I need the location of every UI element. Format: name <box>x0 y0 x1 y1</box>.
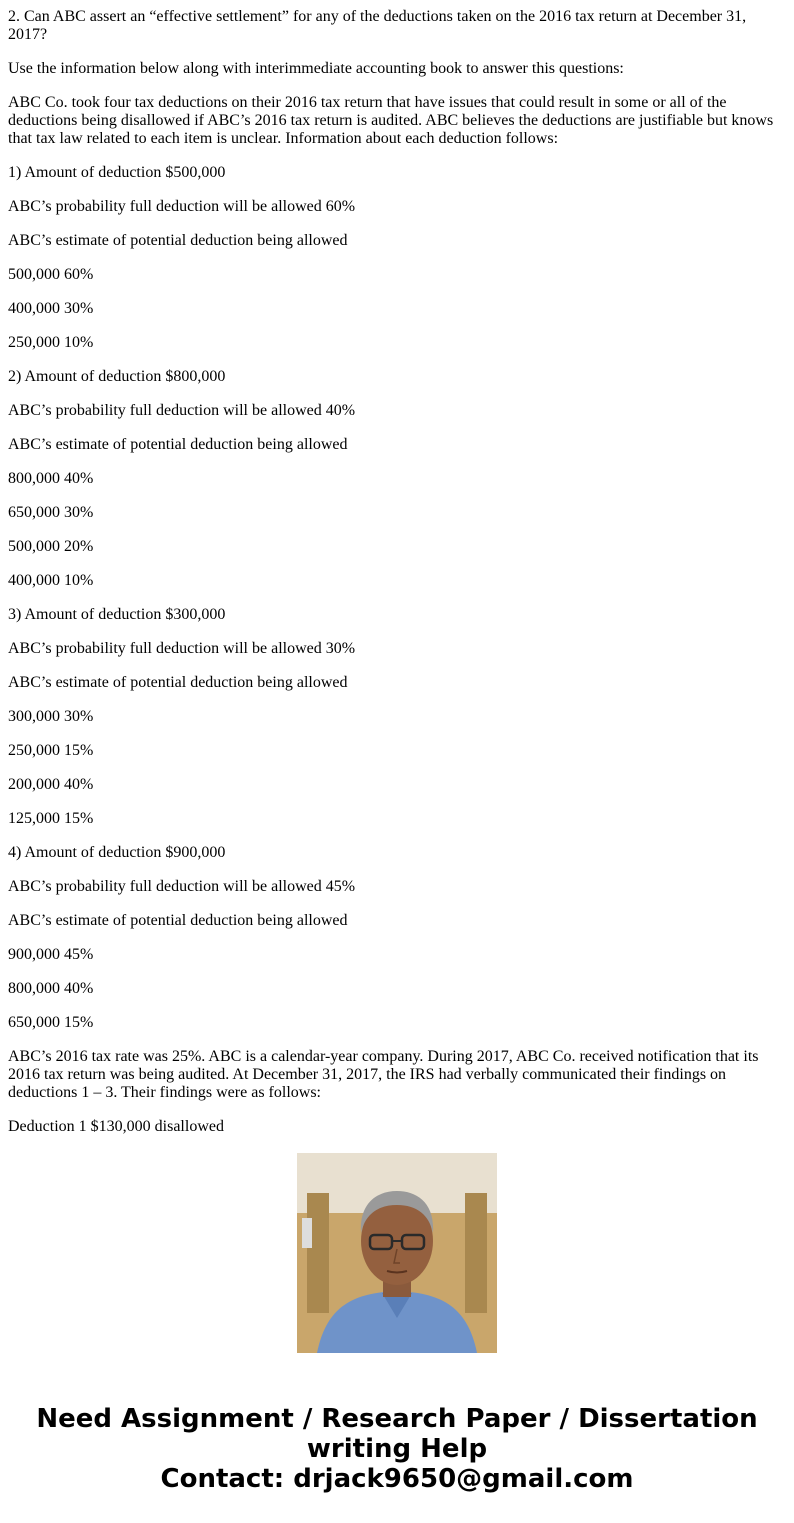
deduction-4-estimate-label: ABC’s estimate of potential deduction being allowed <box>8 912 348 929</box>
deduction-1-row: 250,000 10% <box>8 334 94 351</box>
deduction-2-row: 650,000 30% <box>8 504 94 521</box>
deduction-2-heading: 2) Amount of deduction $800,000 <box>8 368 226 385</box>
deduction-1-estimate-label: ABC’s estimate of potential deduction being allowed <box>8 232 348 249</box>
deduction-3-estimate-label: ABC’s estimate of potential deduction being allowed <box>8 674 348 691</box>
deduction-2-row: 500,000 20% <box>8 538 94 555</box>
deduction-3-row: 250,000 15% <box>8 742 94 759</box>
deduction-3-row: 125,000 15% <box>8 810 94 827</box>
deduction-1-heading: 1) Amount of deduction $500,000 <box>8 164 226 181</box>
deduction-3-row: 200,000 40% <box>8 776 94 793</box>
paragraph-findings-cutoff: Deduction 1 $130,000 disallowed <box>8 1118 224 1135</box>
deduction-1-row: 500,000 60% <box>8 266 94 283</box>
document-body <box>8 8 780 1135</box>
paragraph-tax-rate: ABC’s 2016 tax rate was 25%. ABC is a calendar-year company. During 2017, ABC Co. received notification that its 2016 tax return was being audited. At December 31, 2017, the IRS had verbally communicated their findings on deductions 1 – 3. Their findings were as follows: <box>8 1048 759 1101</box>
paragraph-question: 2. Can ABC assert an “effective settlement” for any of the deductions taken on the 2016 tax return at December 31, 2017? <box>8 8 747 43</box>
deduction-4-row: 650,000 15% <box>8 1014 94 1031</box>
paragraph-intro: ABC Co. took four tax deductions on their 2016 tax return that have issues that could result in some or all of the deductions being disallowed if ABC’s 2016 tax return is audited. ABC believes the deductions are justifiable but knows that tax law related to each item is unclear. Information about each deduction follows: <box>8 94 774 147</box>
contact-email[interactable]: Contact: drjack9650@gmail.com <box>160 1464 634 1494</box>
deduction-3-heading: 3) Amount of deduction $300,000 <box>8 606 226 623</box>
deduction-3-row: 300,000 30% <box>8 708 94 725</box>
contact-banner <box>0 1404 794 1494</box>
deduction-2-probability: ABC’s probability full deduction will be allowed 40% <box>8 402 356 419</box>
deduction-4-heading: 4) Amount of deduction $900,000 <box>8 844 226 861</box>
person-portrait-icon <box>297 1153 497 1353</box>
deduction-4-row: 900,000 45% <box>8 946 94 963</box>
paragraph-instructions: Use the information below along with interimmediate accounting book to answer this questions: <box>8 60 624 77</box>
deduction-2-estimate-label: ABC’s estimate of potential deduction being allowed <box>8 436 348 453</box>
deduction-4-probability: ABC’s probability full deduction will be allowed 45% <box>8 878 356 895</box>
author-avatar <box>297 1153 497 1353</box>
deduction-4-row: 800,000 40% <box>8 980 94 997</box>
banner-line-2: writing Help <box>306 1434 488 1464</box>
deduction-1-row: 400,000 30% <box>8 300 94 317</box>
deduction-3-probability: ABC’s probability full deduction will be allowed 30% <box>8 640 356 657</box>
banner-line-1: Need Assignment / Research Paper / Dissertation <box>36 1404 758 1434</box>
deduction-2-row: 400,000 10% <box>8 572 94 589</box>
deduction-1-probability: ABC’s probability full deduction will be allowed 60% <box>8 198 356 215</box>
deduction-2-row: 800,000 40% <box>8 470 94 487</box>
